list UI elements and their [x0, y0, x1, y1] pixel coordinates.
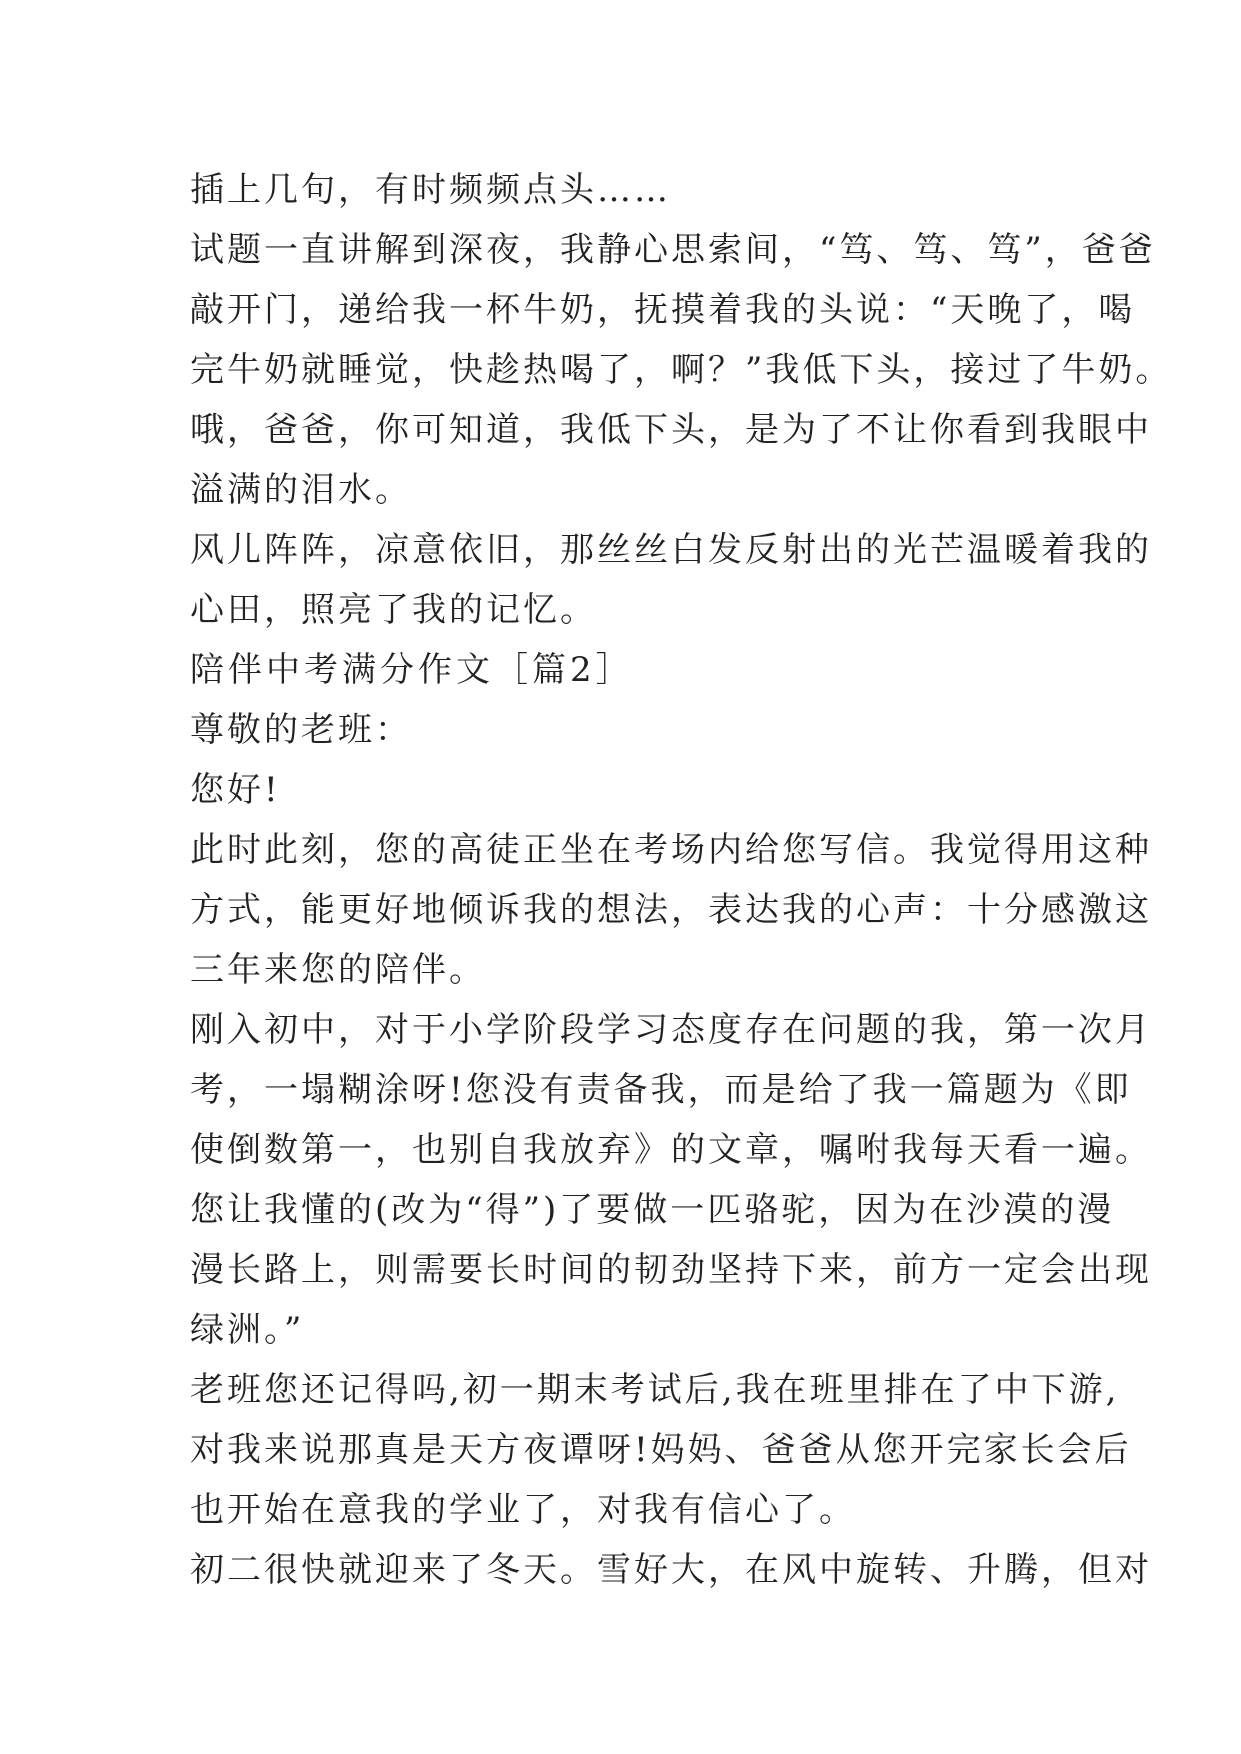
- text-line: 使倒数第一，也别自我放弃》的文章，嘱咐我每天看一遍。: [190, 1130, 1152, 1170]
- text-line: 插上几句，有时频频点头……: [190, 170, 671, 210]
- text-line: 也开始在意我的学业了，对我有信心了。: [190, 1490, 856, 1530]
- document-body: [190, 160, 1173, 1600]
- text-line: 您让我懂的(改为“得”)了要做一匹骆驼，因为在沙漠的漫: [190, 1190, 1115, 1230]
- text-line: 绿洲。”: [190, 1310, 305, 1350]
- text-line: 心田，照亮了我的记忆。: [190, 590, 597, 630]
- text-line: 三年来您的陪伴。: [190, 950, 486, 990]
- text-line: 考，一塌糊涂呀!您没有责备我，而是给了我一篇题为《即: [190, 1070, 1132, 1110]
- text-line: 完牛奶就睡觉，快趁热喝了，啊？”我低下头，接过了牛奶。: [190, 350, 1173, 390]
- text-line: 敲开门，递给我一杯牛奶，抚摸着我的头说：“天晚了，喝: [190, 290, 1136, 330]
- text-line: 哦，爸爸，你可知道，我低下头，是为了不让你看到我眼中: [190, 410, 1152, 450]
- text-line: 对我来说那真是天方夜谭呀!妈妈、爸爸从您开完家长会后: [190, 1430, 1132, 1470]
- text-line: 初二很快就迎来了冬天。雪好大，在风中旋转、升腾，但对: [190, 1550, 1152, 1590]
- text-line: 此时此刻，您的高徒正坐在考场内给您写信。我觉得用这种: [190, 830, 1152, 870]
- text-line: 方式，能更好地倾诉我的想法，表达我的心声：十分感激这: [190, 890, 1152, 930]
- letter-greeting: 您好!: [190, 770, 281, 810]
- text-line: 漫长路上，则需要长时间的韧劲坚持下来，前方一定会出现: [190, 1250, 1152, 1290]
- text-line: 溢满的泪水。: [190, 470, 412, 510]
- text-line: 风儿阵阵，凉意依旧，那丝丝白发反射出的光芒温暖着我的: [190, 530, 1152, 570]
- text-line: 老班您还记得吗,初一期末考试后,我在班里排在了中下游,: [190, 1370, 1120, 1410]
- text-line: 试题一直讲解到深夜，我静心思索间，“笃、笃、笃”，爸爸: [190, 230, 1156, 270]
- section-heading: 陪伴中考满分作文［篇2］: [190, 650, 634, 690]
- text-line: 刚入初中，对于小学阶段学习态度存在问题的我，第一次月: [190, 1010, 1152, 1050]
- letter-salutation: 尊敬的老班：: [190, 710, 412, 750]
